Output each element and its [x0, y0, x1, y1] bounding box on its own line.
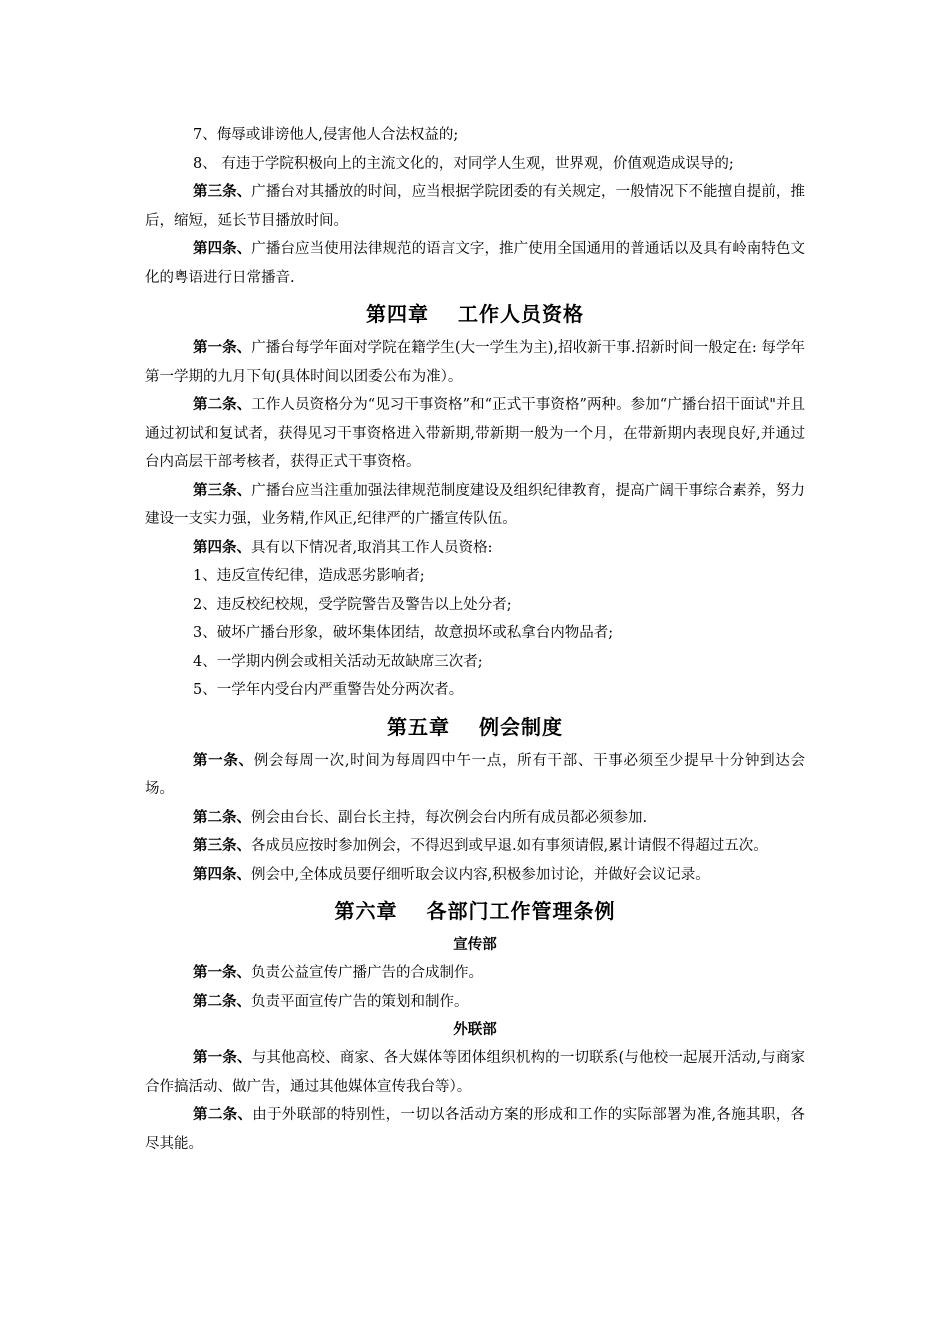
list-item: 4、一学期内例会或相关活动无故缺席三次者;	[193, 653, 483, 670]
article-text: 负责公益宣传广播广告的合成制作。	[251, 965, 483, 981]
article-text: 各成员应按时参加例会，不得迟到或早退.如有事须请假,累计请假不得超过五次。	[251, 838, 768, 854]
article-paragraph	[145, 391, 805, 477]
article-text: 负责平面宣传广告的策划和制作。	[251, 993, 469, 1010]
section-heading: 外联部	[453, 1021, 497, 1038]
article-label: 第二条、	[193, 396, 252, 413]
article-paragraph	[145, 747, 805, 804]
article-label: 第四条、	[193, 240, 252, 257]
article-paragraph	[145, 534, 805, 563]
article-paragraph	[145, 178, 805, 235]
article-label: 第一条、	[193, 339, 252, 356]
chapter-heading: 第四章 工作人员资格	[366, 302, 584, 326]
article-label: 第三条、	[193, 481, 252, 499]
document-page	[145, 121, 805, 1158]
article-text: 由于外联部的特别性，一切以各活动方案的形成和工作的实际部署为准,各施其职，各尽其能。	[145, 1107, 806, 1152]
article-label: 第一条、	[193, 1049, 252, 1066]
article-label: 第三条、	[193, 183, 252, 200]
article-text: 广播台应当使用法律规范的语言文字，推广使用全国通用的普通话以及具有岭南特色文化的粤语进行日常播音.	[145, 241, 806, 286]
article-label: 第二条、	[193, 1106, 253, 1123]
article-label: 第二条、	[193, 808, 251, 826]
article-text: 广播台每学年面对学院在籍学生(大一学生为主),招收新干事.招新时间一般定在: 每学年第一学期的九月下旬(具体时间以团委公布为准）。	[145, 340, 805, 385]
article-paragraph	[145, 988, 805, 1017]
article-text: 例会中,全体成员要仔细听取会议内容,积极参加讨论，并做好会议记录。	[251, 866, 710, 883]
article-paragraph	[145, 334, 805, 391]
chapter-heading: 第五章 例会制度	[387, 714, 563, 739]
article-paragraph	[145, 959, 805, 988]
article-paragraph	[145, 1101, 805, 1158]
list-item: 1、违反宣传纪律，造成恶劣影响者;	[193, 568, 425, 584]
article-paragraph	[145, 832, 805, 861]
section-heading: 宣传部	[453, 936, 497, 953]
article-label: 第三条、	[193, 837, 251, 854]
list-item: 3、破坏广播台形象，破坏集体团结，故意损坏或私拿台内物品者;	[193, 625, 614, 641]
article-paragraph	[145, 1044, 805, 1101]
article-text: 广播台应当注重加强法律规范制度建设及组织纪律教育，提高广阔干事综合素养，努力建设一支实力强，业务精,作风正,纪律严的广播宣传队伍。	[145, 482, 806, 527]
article-label: 第二条、	[193, 992, 251, 1010]
article-paragraph	[145, 235, 805, 292]
list-item: 8、 有违于学院积极向上的主流文化的，对同学人生观，世界观，价值观造成误导的;	[193, 155, 734, 172]
list-item: 7、侮辱或诽谤他人,侵害他人合法权益的;	[193, 127, 459, 143]
article-paragraph	[145, 477, 805, 534]
list-item: 2、违反校纪校规，受学院警告及警告以上处分者;	[193, 596, 512, 613]
article-label: 第四条、	[193, 538, 251, 556]
article-text: 与其他高校、商家、各大媒体等团体组织机构的一切联系(与他校一起展开活动,与商家合作搞活动、做广告，通过其他媒体宣传我台等）。	[145, 1050, 806, 1095]
article-paragraph	[145, 861, 805, 890]
article-text: 例会由台长、副台长主持，每次例会台内所有成员都必须参加.	[251, 809, 648, 826]
chapter-heading: 第六章 各部门工作管理条例	[334, 899, 616, 923]
article-paragraph	[145, 804, 805, 833]
list-item: 5、一学年内受台内严重警告处分两次者。	[193, 682, 464, 698]
article-text: 具有以下情况者,取消其工作人员资格:	[251, 539, 493, 556]
article-text: 工作人员资格分为“见习干事资格”和“正式干事资格”两种。参加“广播台招干面试"并且通过初试和复试者，获得见习干事资格进入带新期,带新期一般为一个月，在带新期内表现良好,并通过台内高层干部考核者，获得正式干事资格。	[145, 397, 806, 470]
article-text: 广播台对其播放的时间，应当根据学院团委的有关规定，一般情况下不能擅自提前，推后，缩短，延长节目播放时间。	[145, 184, 806, 229]
article-label: 第一条、	[193, 751, 254, 769]
article-text: 例会每周一次,时间为每周四中午一点，所有干部、干事必须至少提早十分钟到达会场。	[145, 752, 806, 797]
article-label: 第一条、	[193, 964, 251, 981]
article-label: 第四条、	[193, 865, 251, 883]
